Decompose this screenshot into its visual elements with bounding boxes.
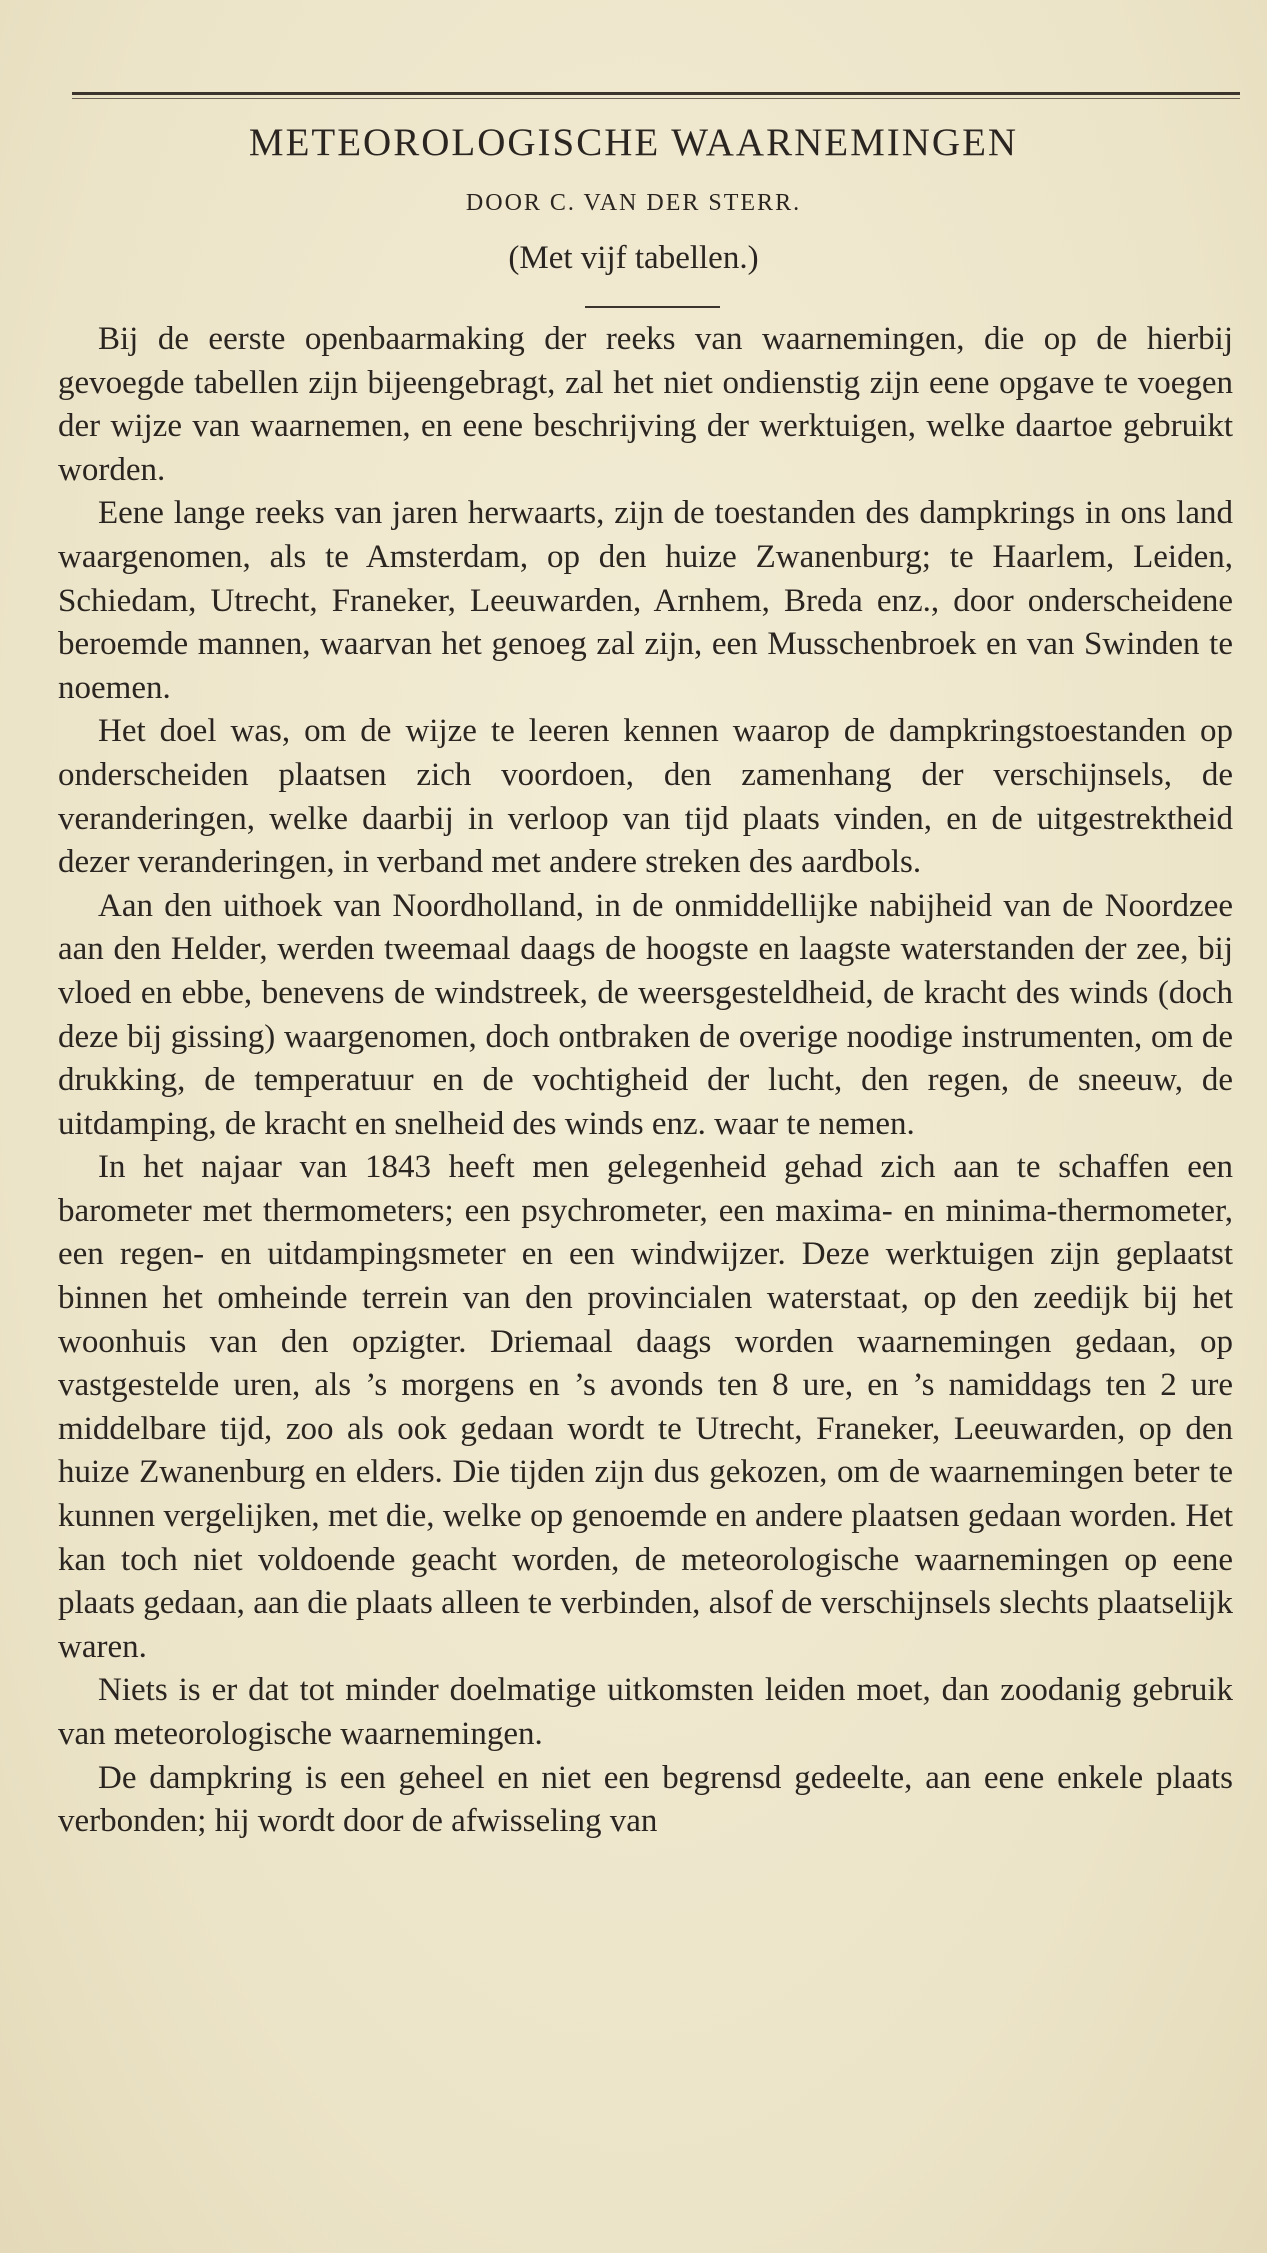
header-rule <box>72 92 1240 95</box>
section-divider <box>585 306 720 308</box>
paragraph: Eene lange reeks van jaren herwaarts, zijn de toestanden des dampkrings in ons land waargenomen, als te Amsterdam, op den huize Zwanenburg; te Haarlem, Leiden, Schiedam, Utrecht, Franeker, Leeuwarden, Arnhem, Breda enz., door onderscheidene beroemde mannen, waarvan het genoeg zal zijn, een Musschenbroek en van Swinden te noemen. <box>58 495 1233 706</box>
paragraph: Bij de eerste openbaarmaking der reeks van waarnemingen, die op de hierbij gevoegde tabellen zijn bijeengebragt, zal het niet ondienstig zijn eene opgave te voegen der wijze van waarnemen, en eene beschrijving der werktuigen, welke daartoe gebruikt worden. <box>58 321 1233 488</box>
paragraph: Niets is er dat tot minder doelmatige uitkomsten leiden moet, dan zoodanig gebruik van meteorologische waarnemingen. <box>58 1672 1233 1752</box>
article-subtitle: (Met vijf tabellen.) <box>508 240 759 276</box>
paragraph: Aan den uithoek van Noordholland, in de onmiddellijke nabijheid van de Noordzee aan den Helder, werden tweemaal daags de hoogste en laagste waterstanden der zee, bij vloed en ebbe, benevens de windstreek, de weersgesteldheid, de kracht des winds (doch deze bij gissing) waargenomen, doch ontbraken de overige noodige instrumenten, om de drukking, de temperatuur en de vochtigheid der lucht, den regen, de sneeuw, de uitdamping, de kracht en snelheid des winds enz. waar te nemen. <box>58 887 1233 1142</box>
article-author: DOOR C. VAN DER STERR. <box>465 190 802 216</box>
paragraph: In het najaar van 1843 heeft men gelegenheid gehad zich aan te schaffen een barometer met thermometers; een psychrometer, een maxima- en minima-thermometer, een regen- en uitdampingsmeter en een windwijzer. Deze werktuigen zijn geplaatst binnen het omheinde terrein van den provincialen waterstaat, op den zeedijk bij het woonhuis van den opzigter. Driemaal daags worden waarnemingen gedaan, op vastgestelde uren, als ’s morgens en ’s avonds ten 8 ure, en ’s namiddags ten 2 ure middelbare tijd, zoo als ook gedaan wordt te Utrecht, Franeker, Leeuwarden, op den huize Zwanenburg en elders. Die tijden zijn dus gekozen, om de waarnemingen beter te kunnen vergelijken, met die, welke op genoemde en andere plaatsen gedaan worden. Het kan toch niet voldoende geacht worden, de meteorologische waarnemingen op eene plaats gedaan, aan die plaats alleen te verbinden, alsof de verschijnsels slechts plaatselijk waren. <box>58 1149 1233 1665</box>
article-body <box>58 318 1233 1844</box>
paragraph: De dampkring is een geheel en niet een begrensd gedeelte, aan eene enkele plaats verbonden; hij wordt door de afwisseling van <box>58 1759 1233 1840</box>
paragraph: Het doel was, om de wijze te leeren kennen waarop de dampkringstoestanden op onderscheiden plaatsen zich voordoen, den zamenhang der verschijnsels, de veranderingen, welke daarbij in verloop van tijd plaats vinden, en de uitgestrektheid dezer veranderingen, in verband met andere streken des aardbols. <box>58 713 1233 881</box>
header-rule-thin <box>72 98 1240 99</box>
article-title: METEOROLOGISCHE WAARNEMINGEN <box>248 121 1019 164</box>
